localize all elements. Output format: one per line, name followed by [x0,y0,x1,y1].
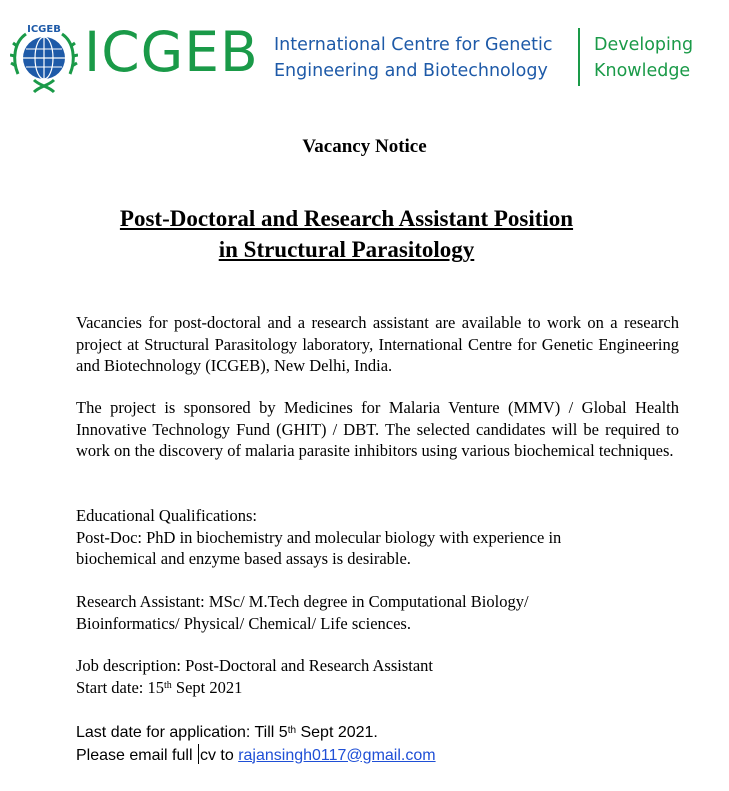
application-block [76,722,679,766]
email-link[interactable]: rajansingh0117@gmail.com [238,746,436,764]
postdoc-qualification-line1: Post-Doc: PhD in biochemistry and molecular biology with experience in [76,527,562,547]
tagline-line2: Knowledge [594,61,691,81]
ra-qualification-line2: Bioinformatics/ Physical/ Chemical/ Life sciences. [76,613,411,633]
ra-qualification-line1: Research Assistant: MSc/ M.Tech degree in Computational Biology/ [76,592,529,611]
qualifications-block [76,505,679,570]
tagline [594,32,693,84]
letterhead [0,0,729,110]
position-title-line1: Post-Doctoral and Research Assistant Position [119,206,574,231]
logo-wordmark: ICGEB [84,20,259,84]
organization-name [274,32,553,84]
org-name-line2: Engineering and Biotechnology [274,61,548,81]
position-title-line2: in Structural Parasitology [218,237,475,262]
org-name-line1: International Centre for Genetic [274,35,553,55]
job-details-block [76,655,679,698]
text-cursor [198,744,199,764]
intro-paragraph: Vacancies for post-doctoral and a research assistant are available to work on a research project at Structural Parasitology laboratory, International Centre for Genetic Engineering and Biotechnology (ICGEB), New Delhi, India. [76,313,679,375]
icgeb-emblem-icon [10,22,78,94]
job-description: Job description: Post-Doctoral and Research Assistant [76,656,433,675]
qualifications-heading: Educational Qualifications: [76,506,257,525]
position-title [0,203,693,265]
start-date: Start date: 15th Sept 2021 [76,677,243,697]
tagline-line1: Developing [594,35,694,55]
postdoc-qualification-line2: biochemical and enzyme based assays is desirable. [76,549,411,568]
ra-qualification-block [76,591,679,634]
header-divider [578,28,580,86]
sponsor-paragraph: The project is sponsored by Medicines for Malaria Venture (MMV) / Global Health Innovative Technology Fund (GHIT) / DBT. The selected candidates will be required to work on the discovery of malaria parasite inhibitors using various biochemical techniques. [76,398,679,460]
email-instruction: Please email full cv to rajansingh0117@gmail.com [76,744,679,767]
svg-text:ICGEB: ICGEB [27,24,61,35]
last-date: Last date for application: Till 5th Sept 2021. [76,724,378,741]
notice-title: Vacancy Notice [302,136,427,157]
